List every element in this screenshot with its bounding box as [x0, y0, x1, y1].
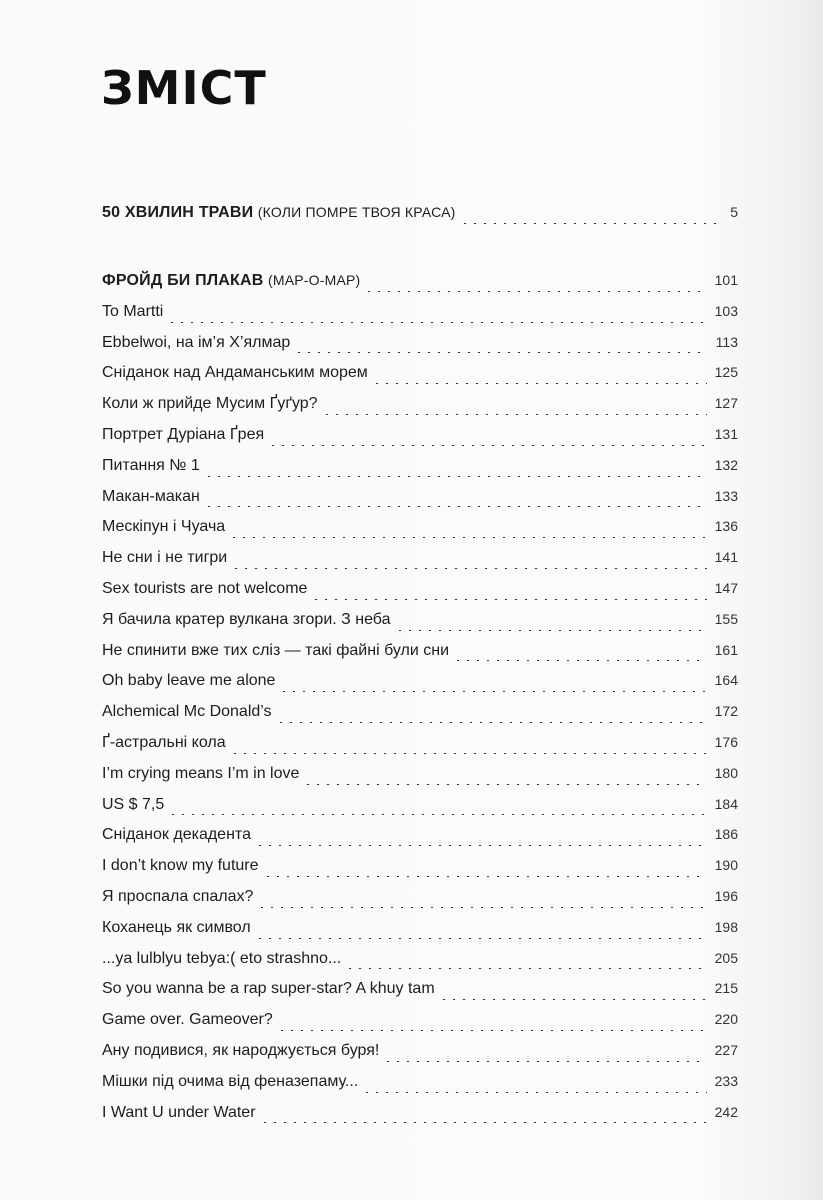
entry-title: Не спинити вже тих сліз — такі файні були сни — [102, 641, 450, 659]
toc-entry — [102, 450, 738, 481]
dot-leader — [294, 352, 707, 353]
toc-entry — [102, 357, 738, 388]
toc-entry — [102, 327, 738, 358]
dot-leader — [257, 907, 706, 908]
page-number: 132 — [714, 456, 738, 473]
page-number: 101 — [714, 272, 738, 288]
page-number: 184 — [714, 795, 738, 812]
toc-entry — [102, 727, 738, 758]
page-number: 227 — [714, 1041, 738, 1058]
dot-leader — [322, 414, 707, 415]
dot-leader — [255, 938, 707, 939]
entry-title: Мескіпун і Чуача — [102, 518, 226, 536]
toc-entry — [102, 419, 738, 450]
entry-title: Ebbelwoi, на ім’я Х’ялмар — [102, 333, 291, 351]
toc-entry — [102, 665, 738, 696]
toc-entry — [102, 573, 738, 604]
dot-leader — [277, 1030, 707, 1031]
dot-leader — [168, 814, 706, 815]
toc-entry — [102, 758, 738, 789]
toc-entry — [102, 388, 738, 419]
toc-entry — [102, 973, 738, 1004]
toc-entry — [102, 789, 738, 820]
entry-title: Я проспала спалах? — [102, 887, 254, 905]
page-number: 242 — [714, 1103, 738, 1120]
entry-title: Коханець як символ — [102, 918, 251, 936]
toc-entry — [102, 511, 738, 542]
toc-entry — [102, 481, 738, 512]
dot-leader — [231, 568, 706, 569]
page-number: 125 — [714, 364, 738, 381]
dot-leader — [230, 753, 707, 754]
dot-leader — [263, 876, 707, 877]
entry-title: To Martti — [102, 302, 164, 320]
dot-leader — [204, 506, 707, 507]
entry-title: I’m crying means I’m in love — [102, 764, 300, 782]
dot-leader — [364, 291, 706, 292]
page-number: 147 — [714, 579, 738, 596]
entry-title: Коли ж прийде Мусим Ґуґур? — [102, 395, 318, 413]
entry-title: Ану подивися, як народжується буря! — [102, 1041, 380, 1059]
page-number: 133 — [714, 487, 738, 504]
page-title: ЗМІСТ — [101, 61, 267, 115]
dot-leader — [460, 223, 723, 224]
toc-entry — [102, 696, 738, 727]
page-number: 136 — [714, 518, 738, 535]
dot-leader — [204, 476, 707, 477]
toc-entry — [102, 1035, 738, 1066]
page-number: 198 — [714, 918, 738, 935]
page-number: 176 — [714, 733, 738, 750]
dot-leader — [395, 630, 707, 631]
toc-section-2 — [102, 265, 738, 1127]
toc-entry — [102, 604, 738, 635]
entry-title: Не сни і не тигри — [102, 549, 228, 567]
toc-entry — [102, 296, 738, 327]
dot-leader — [268, 445, 707, 446]
entry-title: Сніданок декадента — [102, 826, 251, 844]
entry-title: Alchemical Mc Donald’s — [102, 703, 272, 721]
page-number: 215 — [714, 980, 738, 997]
page-number: 141 — [714, 549, 738, 566]
dot-leader — [453, 660, 707, 661]
section-title — [102, 265, 360, 297]
toc-section-heading — [102, 265, 738, 296]
entry-title: So you wanna be a rap super-star? A khuy tam — [102, 980, 435, 998]
toc-entry — [102, 850, 738, 881]
toc-entry — [102, 943, 738, 974]
entry-title: Портрет Дуріана Ґрея — [102, 425, 265, 443]
dot-leader — [439, 999, 707, 1000]
page-number: 161 — [714, 641, 738, 658]
page-number: 5 — [730, 204, 738, 220]
entry-title: Sex tourists are not welcome — [102, 579, 308, 597]
section-main-title: ФРОЙД БИ ПЛАКАВ — [102, 272, 264, 289]
entry-title: Я бачила кратер вулкана згори. З неба — [102, 610, 391, 628]
toc-entry — [102, 881, 738, 912]
entry-title: Game over. Gameover? — [102, 1011, 273, 1029]
toc-section-1 — [102, 197, 738, 228]
entry-title: I Want U under Water — [102, 1103, 256, 1121]
toc-entry — [102, 819, 738, 850]
page-number: 180 — [714, 764, 738, 781]
entry-title: Oh baby leave me alone — [102, 672, 276, 690]
section-main-title: 50 ХВИЛИН ТРАВИ — [102, 204, 254, 221]
section-subtitle: (МАР-О-МАР) — [267, 272, 361, 288]
dot-leader — [383, 1061, 706, 1062]
entry-title: Ґ-астральні кола — [102, 733, 226, 751]
entry-title: Макан-макан — [102, 487, 200, 505]
dot-leader — [255, 845, 707, 846]
page-number: 205 — [714, 949, 738, 966]
page-number: 233 — [714, 1072, 738, 1089]
page-number: 113 — [715, 333, 738, 350]
page-number: 164 — [714, 672, 738, 689]
entry-title: I don’t know my future — [102, 857, 259, 875]
dot-leader — [362, 1092, 706, 1093]
dot-leader — [372, 383, 707, 384]
toc-entry — [102, 1066, 738, 1097]
dot-leader — [303, 784, 706, 785]
toc-entry — [102, 635, 738, 666]
entry-title: ...ya lulblyu tebya:( eto strashno... — [102, 949, 342, 967]
dot-leader — [279, 691, 706, 692]
entry-title: Сніданок над Андаманським морем — [102, 364, 368, 382]
page-number: 190 — [714, 857, 738, 874]
page-number: 172 — [714, 703, 738, 720]
dot-leader — [276, 722, 707, 723]
section-title — [102, 197, 456, 229]
page-number: 131 — [714, 425, 738, 442]
page-number: 127 — [714, 395, 738, 412]
page-number: 220 — [714, 1011, 738, 1028]
toc-section-heading — [102, 197, 738, 228]
dot-leader — [167, 322, 706, 323]
page-number: 186 — [714, 826, 738, 843]
dot-leader — [229, 537, 706, 538]
toc-entry — [102, 1097, 738, 1128]
toc-entry — [102, 542, 738, 573]
entry-title: Питання № 1 — [102, 456, 200, 474]
toc-entry — [102, 1004, 738, 1035]
page-number: 196 — [714, 887, 738, 904]
dot-leader — [260, 1122, 707, 1123]
dot-leader — [345, 968, 706, 969]
toc-entry — [102, 912, 738, 943]
page-number: 103 — [714, 302, 738, 319]
entry-title: Мішки під очима від феназепаму... — [102, 1072, 359, 1090]
section-subtitle: (КОЛИ ПОМРЕ ТВОЯ КРАСА) — [257, 204, 456, 220]
page-number: 155 — [714, 610, 738, 627]
entry-title: US $ 7,5 — [102, 795, 165, 813]
dot-leader — [311, 599, 706, 600]
